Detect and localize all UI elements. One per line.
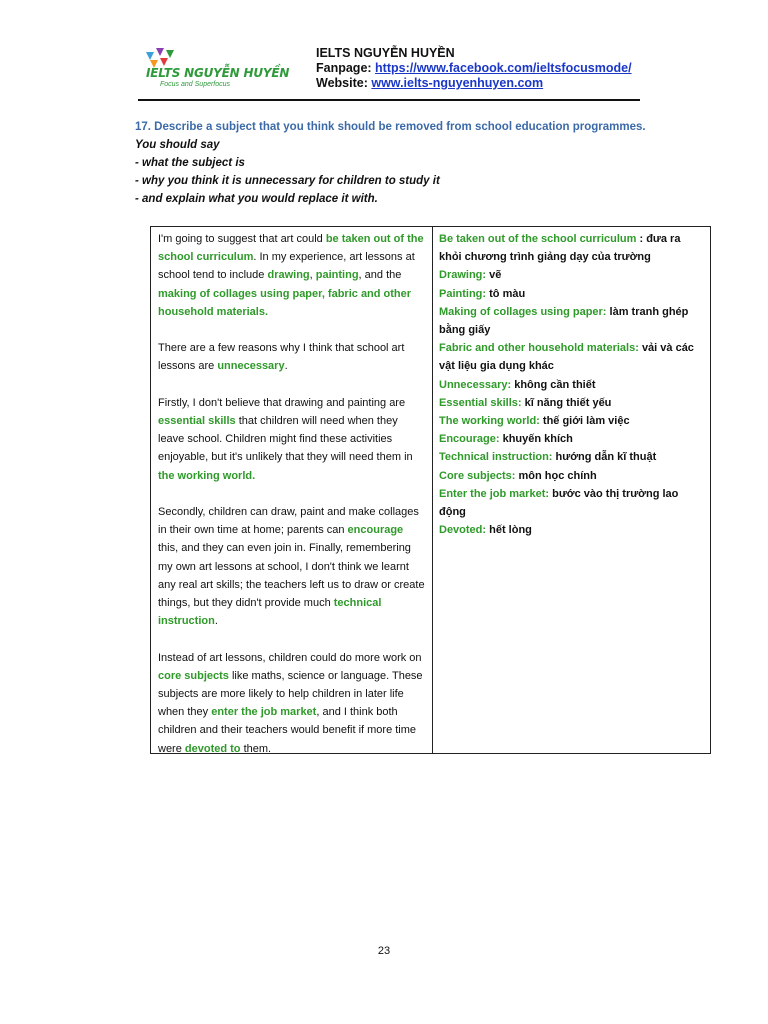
vocab-item	[439, 467, 705, 485]
cue-line: - what the subject is	[135, 157, 245, 169]
highlighted-phrase: devoted to	[184, 742, 241, 755]
highlighted-phrase: the working world.	[158, 469, 256, 482]
answer-text: , and the	[358, 269, 402, 282]
answer-text: ,	[309, 269, 316, 282]
answer-text: .	[214, 615, 218, 628]
answer-paragraph	[158, 649, 426, 758]
highlighted-phrase: unnecessary	[217, 360, 285, 373]
contact-info	[316, 46, 632, 91]
answer-text: .	[284, 360, 288, 373]
vocab-item	[439, 266, 705, 284]
vocab-item	[439, 303, 705, 339]
answer-paragraph	[158, 230, 426, 321]
vocab-term: Painting:	[439, 287, 487, 300]
answer-text: , and I think both children and their teachers would benefit if more time were	[158, 706, 417, 755]
vocabulary-list	[439, 230, 705, 539]
highlighted-phrase: be taken out of the school curriculum	[158, 233, 424, 264]
website-line	[316, 76, 632, 91]
vocab-term: Fabric and other household materials:	[439, 342, 639, 355]
vocab-meaning: vẽ	[489, 269, 502, 282]
vocab-meaning: tô màu	[489, 287, 526, 300]
vocab-item	[439, 448, 705, 466]
cue-line: - and explain what you would replace it with.	[135, 193, 378, 205]
highlighted-phrase: painting	[315, 269, 359, 282]
vocab-item	[439, 376, 705, 394]
vocab-term: Enter the job market:	[439, 487, 550, 500]
fanpage-line	[316, 61, 632, 76]
vocab-item	[439, 485, 705, 521]
cue-line: - why you think it is unnecessary for children to study it	[135, 175, 440, 187]
highlighted-phrase: core subjects	[158, 669, 229, 682]
vocab-item	[439, 339, 705, 375]
answer-text: I'm going to suggest that art could	[158, 233, 326, 245]
website-label: Website:	[316, 76, 368, 90]
vocab-meaning: khuyến khích	[502, 433, 573, 446]
vocab-item	[439, 521, 705, 539]
highlighted-phrase: enter the job market	[211, 706, 317, 719]
highlighted-phrase: technical instruction	[158, 597, 382, 628]
vocab-term: Essential skills:	[439, 396, 522, 409]
answer-text: Instead of art lessons, children could do more work on	[158, 651, 422, 664]
vocab-item	[439, 394, 705, 412]
logo-text: IELTS NGUYỄN HUYỀN	[146, 66, 290, 80]
brand-logo	[140, 44, 310, 94]
vocab-meaning: kĩ năng thiết yếu	[524, 396, 612, 409]
vocab-meaning: thế giới làm việc	[542, 415, 630, 428]
vocab-term: Encourage:	[439, 433, 500, 446]
answer-text: Secondly, children can draw, paint and make collages in their own time at home; parents can	[158, 506, 419, 537]
sample-answer	[158, 230, 426, 776]
vocab-term: Technical instruction:	[439, 451, 553, 464]
page-number: 23	[377, 945, 391, 957]
highlighted-phrase: drawing	[267, 269, 310, 282]
page-header	[140, 44, 640, 98]
highlighted-phrase: essential skills	[158, 415, 236, 427]
answer-paragraph	[158, 503, 426, 630]
vocab-item	[439, 285, 705, 303]
website-link[interactable]: www.ielts-nguyenhuyen.com	[371, 76, 544, 90]
vocab-separator: :	[636, 233, 647, 245]
vocab-meaning: hết lòng	[489, 524, 532, 537]
question-title: 17. Describe a subject that you think should be removed from school education programmes.	[135, 121, 646, 133]
vocab-term: Core subjects:	[439, 469, 516, 482]
answer-text: Firstly, I don't believe that drawing and painting are	[158, 396, 406, 409]
answer-table	[150, 226, 711, 754]
vocab-item	[439, 412, 705, 430]
vocab-meaning: không cần thiết	[514, 378, 596, 391]
question-block	[135, 118, 695, 208]
vocab-meaning: đưa ra khỏi chương trình giảng dạy của trường	[439, 233, 681, 264]
answer-paragraph	[158, 394, 426, 485]
highlighted-phrase: making of collages using paper, fabric and other household materials.	[158, 287, 412, 318]
vocab-item	[439, 430, 705, 448]
highlighted-phrase: encourage	[347, 524, 404, 537]
vocab-term: Making of collages using paper:	[439, 305, 607, 318]
vocab-term: Be taken out of the school curriculum	[439, 233, 637, 245]
vocab-meaning: vải và các vật liệu gia dụng khác	[439, 342, 694, 373]
logo-tagline: Focus and Superfocus	[160, 81, 231, 88]
vocab-term: Drawing:	[439, 269, 487, 282]
vocab-term: The working world:	[439, 415, 540, 428]
cue-line: You should say	[135, 139, 220, 151]
fanpage-link[interactable]: https://www.facebook.com/ieltsfocusmode/	[375, 61, 632, 75]
answer-text: that children will need when they leave school. Children might find these activities enjoyable, but it's unlikely that they will need them in	[158, 415, 413, 464]
vocab-meaning: bước vào thị trường lao động	[439, 487, 679, 519]
answer-text: like maths, science or language. These subjects are more likely to help children in later life when they	[158, 669, 423, 719]
answer-text: There are a few reasons why I think that school art lessons are	[158, 342, 405, 373]
header-divider	[138, 99, 640, 101]
vocab-term: Devoted:	[439, 524, 487, 537]
answer-text: this, and they can even join in. Finally, remembering my own art lessons at school, I don't think we learnt any real art skills; the teachers left us to draw or create things, but they didn't provide much	[158, 542, 425, 610]
vocab-meaning: làm tranh ghép bằng giấy	[439, 305, 689, 337]
vocab-meaning: môn học chính	[518, 469, 597, 482]
answer-paragraph	[158, 339, 426, 375]
answer-text: . In my experience, art lessons at school tend to include	[158, 251, 415, 282]
fanpage-label: Fanpage:	[316, 61, 372, 75]
brand-name: IELTS NGUYỄN HUYỀN	[316, 46, 455, 60]
answer-text: them.	[240, 742, 272, 755]
vocab-item	[439, 230, 705, 266]
vocab-meaning: hướng dẫn kĩ thuật	[555, 451, 657, 464]
vocab-term: Unnecessary:	[439, 378, 512, 391]
column-divider	[432, 227, 433, 753]
